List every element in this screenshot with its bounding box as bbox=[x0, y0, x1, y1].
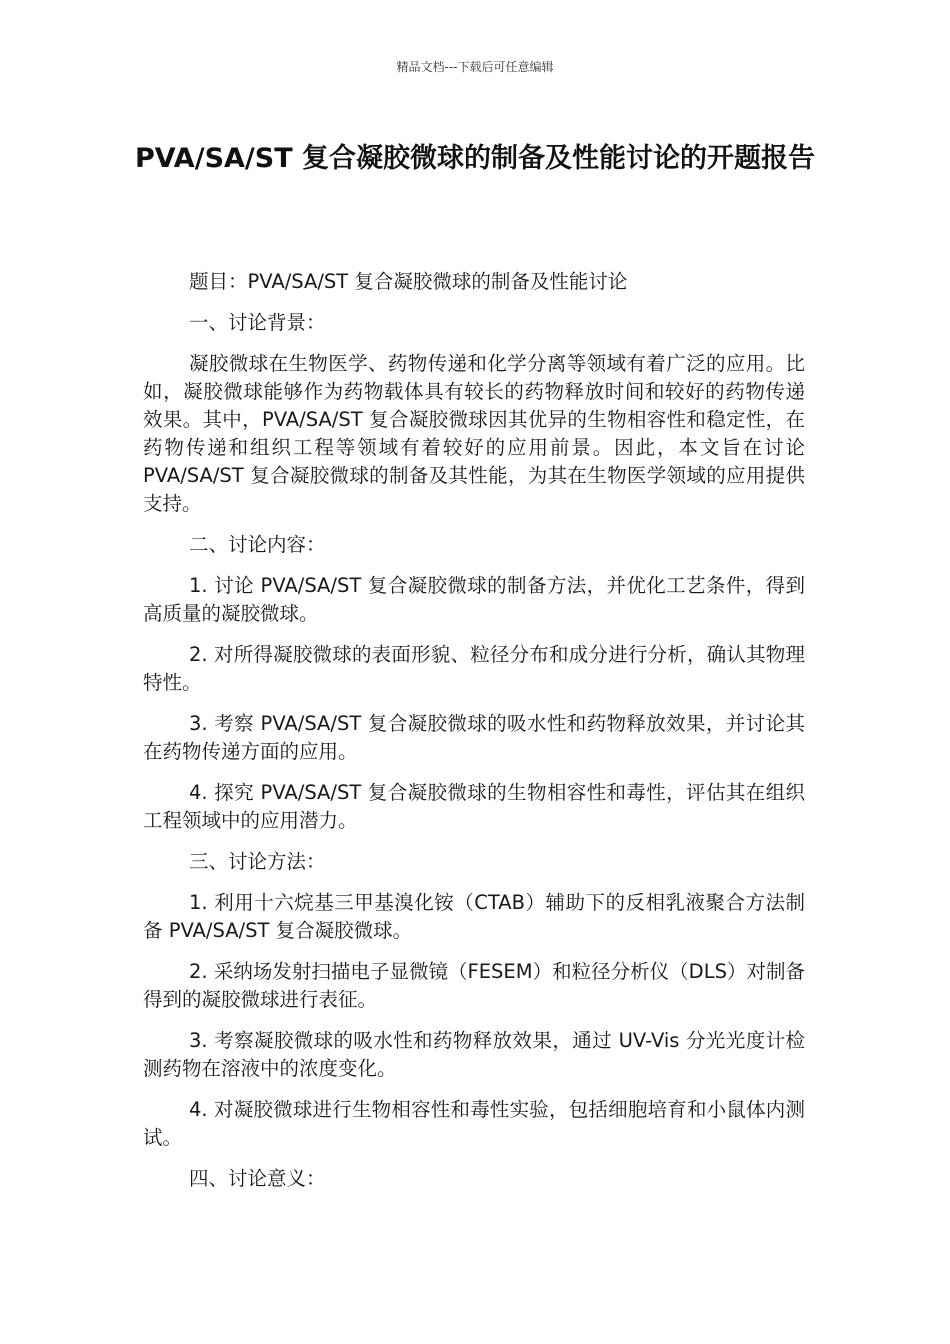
method-item-2: 2. 采纳场发射扫描电子显微镜（FESEM）和粒径分析仪（DLS）对制备得到的凝胶微球进行表征。 bbox=[143, 960, 805, 1011]
document-body bbox=[143, 268, 805, 1206]
section-heading-significance: 四、讨论意义： bbox=[189, 1167, 326, 1190]
method-item-3: 3. 考察凝胶微球的吸水性和药物释放效果，通过 UV-Vis 分光光度计检测药物在溶液中的浓度变化。 bbox=[143, 1029, 805, 1080]
document-title: PVA/SA/ST 复合凝胶微球的制备及性能讨论的开题报告 bbox=[134, 143, 816, 174]
section-heading-background: 一、讨论背景： bbox=[189, 311, 326, 334]
header-note: 精品文档---下载后可任意编辑 bbox=[396, 60, 554, 74]
content-item-3: 3. 考察 PVA/SA/ST 复合凝胶微球的吸水性和药物释放效果，并讨论其在药物传递方面的应用。 bbox=[143, 712, 805, 763]
section-heading-content: 二、讨论内容： bbox=[189, 533, 326, 556]
background-paragraph: 凝胶微球在生物医学、药物传递和化学分离等领域有着广泛的应用。比如，凝胶微球能够作为药物载体具有较长的药物释放时间和较好的药物传递效果。其中，PVA/SA/ST 复合凝胶微球因其优异的生物相容性和稳定性，在药物传递和组织工程等领域有着较好的应用前景。因此，本文旨在讨论 PVA/SA/ST 复合凝胶微球的制备及其性能，为其在生物医学领域的应用提供支持。 bbox=[143, 352, 805, 515]
content-item-4: 4. 探究 PVA/SA/ST 复合凝胶微球的生物相容性和毒性，评估其在组织工程领域中的应用潜力。 bbox=[143, 781, 805, 832]
content-item-2: 2. 对所得凝胶微球的表面形貌、粒径分布和成分进行分析，确认其物理特性。 bbox=[143, 643, 805, 694]
section-heading-method: 三、讨论方法： bbox=[189, 850, 326, 873]
topic-line: 题目：PVA/SA/ST 复合凝胶微球的制备及性能讨论 bbox=[189, 270, 628, 293]
content-item-1: 1. 讨论 PVA/SA/ST 复合凝胶微球的制备方法，并优化工艺条件，得到高质量的凝胶微球。 bbox=[143, 574, 805, 625]
method-item-4: 4. 对凝胶微球进行生物相容性和毒性实验，包括细胞培育和小鼠体内测试。 bbox=[143, 1098, 805, 1149]
method-item-1: 1. 利用十六烷基三甲基溴化铵（CTAB）辅助下的反相乳液聚合方法制备 PVA/SA/ST 复合凝胶微球。 bbox=[143, 891, 805, 942]
